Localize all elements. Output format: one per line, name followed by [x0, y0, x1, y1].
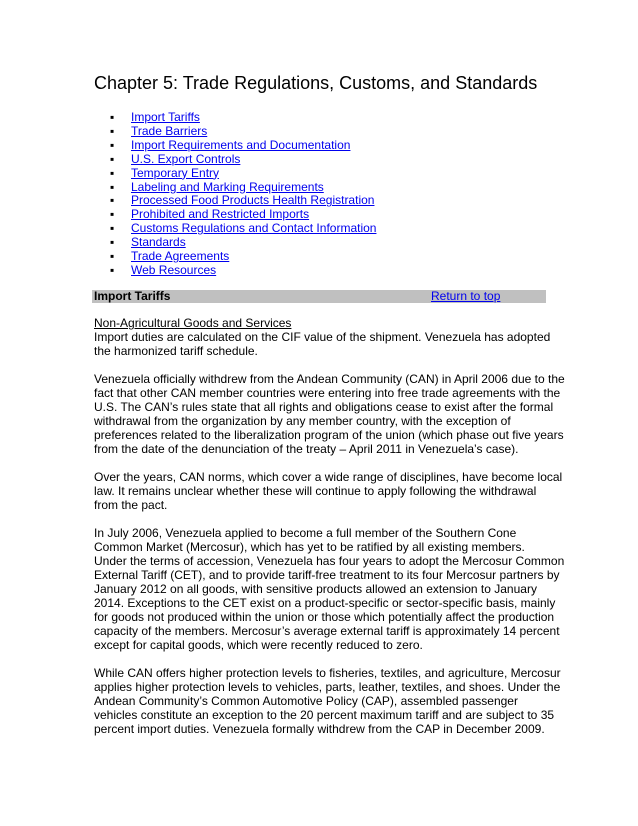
toc-item [110, 153, 376, 167]
text-line: Venezuela officially withdrew from the Andean Community (CAN) in April 2006 due to the [94, 372, 565, 386]
bullet-icon: ▪ [110, 221, 115, 236]
toc-item [110, 167, 376, 181]
toc-link[interactable]: Trade Barriers [131, 123, 208, 138]
toc-link[interactable]: Import Requirements and Documentation [131, 137, 351, 152]
text-line: fact that other CAN member countries were entering into free trade agreements with the [94, 386, 561, 400]
text-line: Over the years, CAN norms, which cover a wide range of disciplines, have become local [94, 470, 563, 484]
toc-link[interactable]: Prohibited and Restricted Imports [131, 207, 310, 222]
text-line: from the pact. [94, 498, 168, 512]
toc-link[interactable]: Import Tariffs [131, 110, 200, 124]
toc-item [110, 194, 376, 208]
bullet-icon: ▪ [110, 262, 115, 277]
paragraph [94, 470, 563, 512]
text-line: law. It remains unclear whether these will continue to apply following the withdrawal [94, 484, 537, 498]
bullet-icon: ▪ [110, 110, 115, 124]
paragraph-gap [94, 456, 554, 470]
bullet-icon: ▪ [110, 235, 115, 250]
toc-link[interactable]: Trade Agreements [131, 249, 230, 264]
section-body [94, 316, 565, 736]
paragraph [94, 526, 565, 652]
bullet-icon: ▪ [110, 151, 115, 166]
text-line: Under the terms of accession, Venezuela has four years to adopt the Mercosur Common [94, 554, 565, 568]
bullet-icon: ▪ [110, 249, 115, 264]
return-to-top-link[interactable]: Return to top [431, 289, 501, 303]
bullet-icon: ▪ [110, 165, 115, 180]
text-line: vehicles constitute an exception to the 20 percent maximum tariff and are subject to 35 [94, 708, 555, 722]
toc-link[interactable]: Web Resources [131, 262, 217, 277]
toc-item [110, 111, 376, 125]
text-line: except for capital goods, which were recently reduced to zero. [94, 638, 423, 652]
text-line: While CAN offers higher protection levels to fisheries, textiles, and agriculture, Mercosur [94, 666, 561, 680]
table-of-contents [110, 111, 376, 278]
text-line: preferences related to the liberalization program of the union (which phase out five years [94, 428, 564, 442]
paragraph-gap [94, 358, 554, 372]
subheading: Non-Agricultural Goods and Services [94, 316, 292, 330]
bullet-icon: ▪ [110, 123, 115, 138]
text-line: applies higher protection levels to vehicles, parts, leather, textiles, and shoes. Under the [94, 680, 561, 694]
toc-item [110, 125, 376, 139]
text-line: from the date of the denunciation of the treaty – April 2011 in Venezuela’s case). [94, 442, 519, 456]
section-header-bar [92, 290, 546, 303]
text-line: Common Market (Mercosur), which has yet to be ratified by all existing members. [94, 540, 525, 554]
text-line: Andean Community’s Common Automotive Policy (CAP), assembled passenger [94, 694, 518, 708]
toc-link[interactable]: Customs Regulations and Contact Information [131, 221, 377, 236]
paragraph [94, 372, 565, 456]
text-line: the harmonized tariff schedule. [94, 344, 258, 358]
text-line: 2014. Exceptions to the CET exist on a product-specific or sector-specific basis, mainly [94, 596, 556, 610]
toc-item [110, 236, 376, 250]
bullet-icon: ▪ [110, 179, 115, 194]
toc-link[interactable]: U.S. Export Controls [131, 151, 241, 166]
paragraph-gap [94, 512, 554, 526]
toc-item [110, 264, 376, 278]
paragraph [94, 330, 554, 358]
text-line: withdrawal from the organization by any member country, with the exception of [94, 414, 511, 428]
toc-item [110, 139, 376, 153]
text-line: for goods not produced within the union or those which potentially affect the production [94, 610, 555, 624]
text-line: capacity of the members. Mercosur’s average external tariff is approximately 14 percent [94, 624, 560, 638]
toc-item [110, 250, 376, 264]
text-line: U.S. The CAN’s rules state that all rights and obligations cease to exist after the formal [94, 400, 554, 414]
toc-link[interactable]: Temporary Entry [131, 165, 220, 180]
bullet-icon: ▪ [110, 137, 115, 152]
text-line: percent import duties. Venezuela formally withdrew from the CAP in December 2009. [94, 722, 545, 736]
chapter-title: Chapter 5: Trade Regulations, Customs, and Standards [94, 73, 538, 93]
text-line: In July 2006, Venezuela applied to become a full member of the Southern Cone [94, 526, 517, 540]
toc-item [110, 208, 376, 222]
toc-link[interactable]: Labeling and Marking Requirements [131, 179, 324, 194]
paragraph [94, 666, 561, 736]
toc-link[interactable]: Processed Food Products Health Registration [131, 193, 375, 208]
toc-link[interactable]: Standards [131, 235, 186, 250]
text-line: January 2012 on all goods, with sensitive products allowed an extension to January [94, 582, 537, 596]
bullet-icon: ▪ [110, 207, 115, 222]
toc-item [110, 222, 376, 236]
section-title: Import Tariffs [94, 289, 171, 303]
bullet-icon: ▪ [110, 193, 115, 208]
text-line: External Tariff (CET), and to provide tariff-free treatment to its four Mercosur partners by [94, 568, 560, 582]
toc-item [110, 181, 376, 195]
text-line: Import duties are calculated on the CIF value of the shipment. Venezuela has adopted [94, 330, 551, 344]
paragraph-gap [94, 652, 554, 666]
